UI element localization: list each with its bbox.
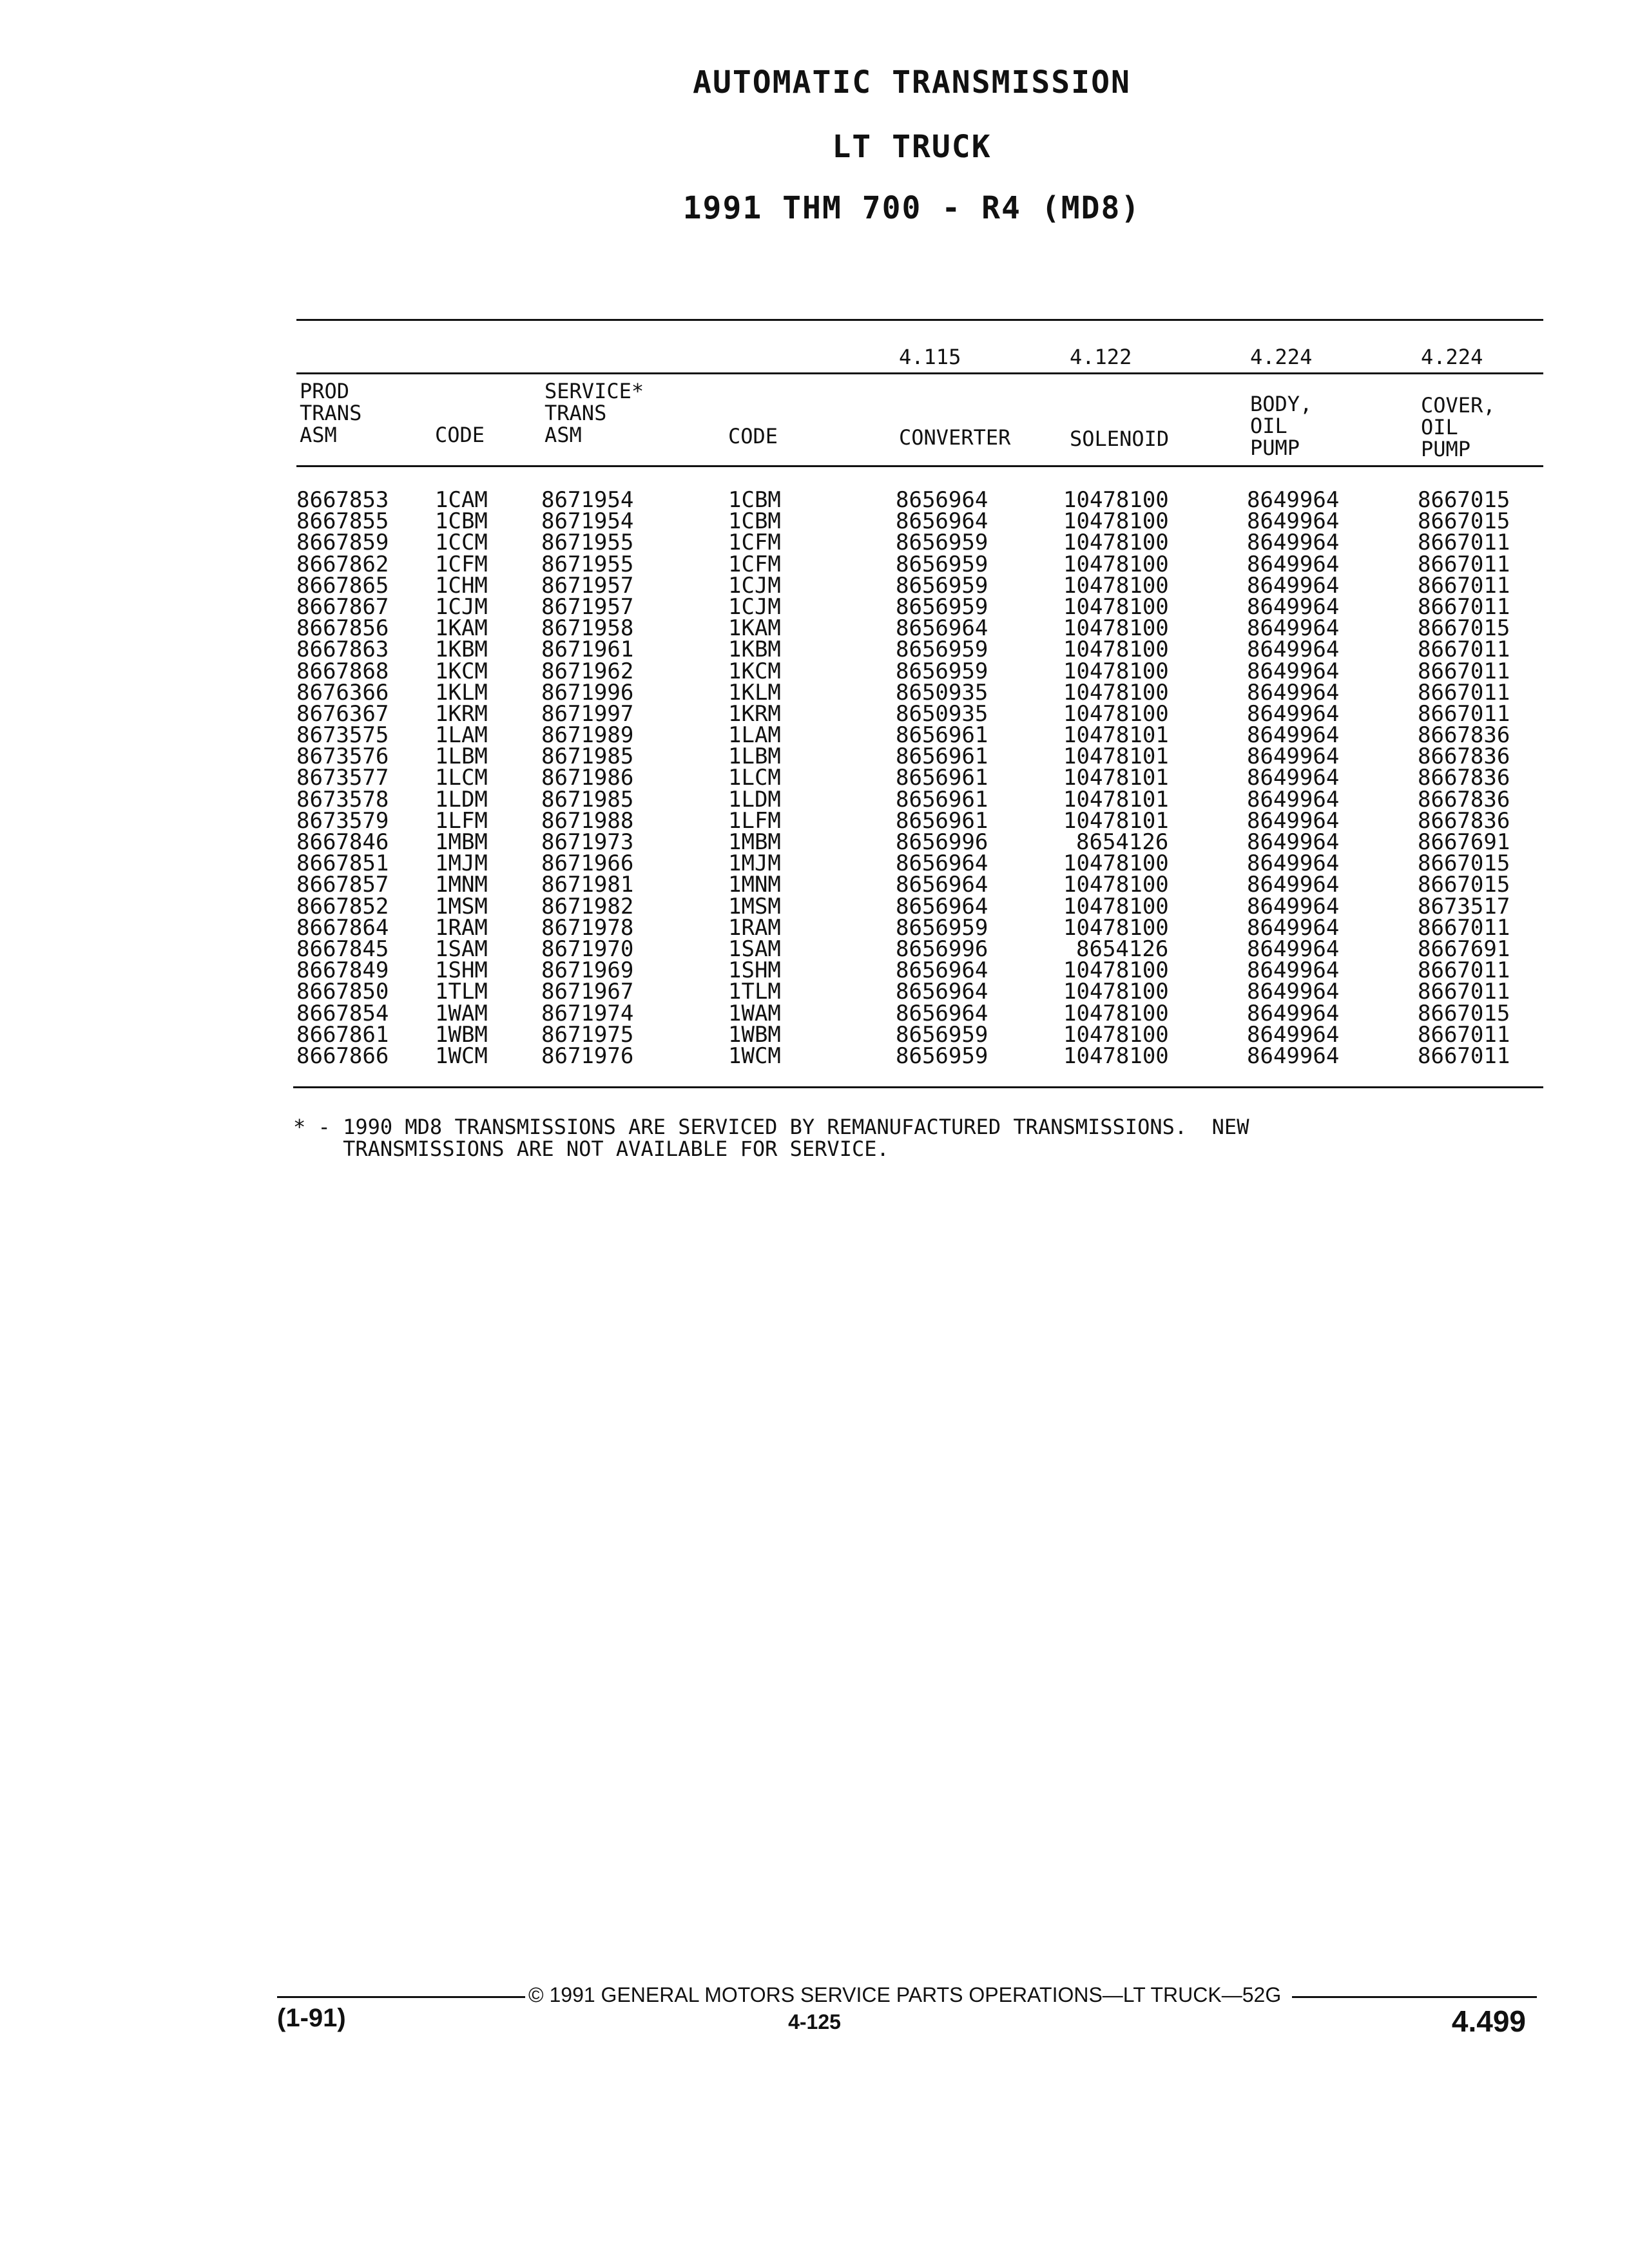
cell-cover-oil-pump: 8667011 (1418, 593, 1510, 620)
cell-service-code: 1CFM (728, 551, 781, 577)
cell-service-code: 1WCM (728, 1043, 781, 1069)
cell-body-oil-pump: 8649964 (1247, 1000, 1340, 1026)
header-cover-oil-pump: COVER, OIL PUMP (1421, 393, 1496, 461)
cell-service-trans-asm: 8671985 (541, 786, 634, 812)
cell-converter: 8656959 (896, 1043, 988, 1069)
cell-service-trans-asm: 8671954 (541, 487, 634, 513)
cell-service-code: 1RAM (728, 914, 781, 941)
table-row (293, 1043, 1530, 1069)
cell-service-trans-asm: 8671955 (541, 551, 634, 577)
cell-body-oil-pump: 8649964 (1247, 679, 1340, 706)
header-code-2: CODE (728, 424, 778, 448)
cell-cover-oil-pump: 8667011 (1418, 679, 1510, 706)
table-row (293, 914, 1530, 941)
cell-prod-trans-asm: 8667855 (296, 508, 389, 535)
cell-body-oil-pump: 8649964 (1247, 593, 1340, 620)
cell-cover-oil-pump: 8667011 (1418, 572, 1510, 599)
cell-converter: 8656959 (896, 658, 988, 684)
cell-code: 1LDM (435, 786, 488, 812)
cell-cover-oil-pump: 8667015 (1418, 850, 1510, 877)
cell-service-trans-asm: 8671975 (541, 1021, 634, 1048)
cell-cover-oil-pump: 8667011 (1418, 979, 1510, 1005)
cell-cover-oil-pump: 8667011 (1418, 530, 1510, 556)
cell-converter: 8656996 (896, 936, 988, 962)
cell-prod-trans-asm: 8667864 (296, 914, 389, 941)
cell-service-trans-asm: 8671988 (541, 807, 634, 834)
cell-service-trans-asm: 8671985 (541, 744, 634, 770)
cell-cover-oil-pump: 8667011 (1418, 551, 1510, 577)
cell-body-oil-pump: 8649964 (1247, 487, 1340, 513)
header-code-1: CODE (435, 423, 485, 447)
cell-code: 1MSM (435, 893, 488, 919)
footnote: * - 1990 MD8 TRANSMISSIONS ARE SERVICED BY REMANUFACTURED TRANSMISSIONS. NEW TRANSMISSIONS ARE NOT AVAILABLE FOR SERVICE. (293, 1115, 1249, 1161)
cell-body-oil-pump: 8649964 (1247, 786, 1340, 812)
cell-converter: 8656959 (896, 572, 988, 599)
cell-service-code: 1KRM (728, 700, 781, 727)
cell-converter: 8656964 (896, 893, 988, 919)
cell-service-code: 1KAM (728, 615, 781, 642)
cell-prod-trans-asm: 8667851 (296, 850, 389, 877)
table-row (293, 551, 1530, 577)
cell-converter: 8656959 (896, 1021, 988, 1048)
cell-solenoid: 10478100 (1063, 679, 1169, 706)
cell-code: 1KAM (435, 615, 488, 642)
ref-solenoid: 4.122 (1070, 345, 1132, 369)
cell-cover-oil-pump: 8667011 (1418, 1043, 1510, 1069)
cell-converter: 8656964 (896, 1000, 988, 1026)
cell-prod-trans-asm: 8673577 (296, 765, 389, 791)
cell-body-oil-pump: 8649964 (1247, 551, 1340, 577)
table-row (293, 874, 1530, 896)
cell-converter: 8656964 (896, 615, 988, 642)
cell-solenoid: 10478100 (1063, 637, 1169, 663)
cell-code: 1LBM (435, 744, 488, 770)
cell-service-code: 1LAM (728, 722, 781, 749)
cell-converter: 8656964 (896, 872, 988, 898)
cell-prod-trans-asm: 8667867 (296, 593, 389, 620)
cell-solenoid: 10478100 (1063, 615, 1169, 642)
cell-solenoid: 10478100 (1063, 593, 1169, 620)
cell-body-oil-pump: 8649964 (1247, 914, 1340, 941)
cell-solenoid: 10478100 (1063, 893, 1169, 919)
title-line-2: LT TRUCK (832, 129, 992, 165)
cell-cover-oil-pump: 8667836 (1418, 807, 1510, 834)
cell-solenoid: 10478100 (1063, 658, 1169, 684)
cell-service-trans-asm: 8671981 (541, 872, 634, 898)
cell-solenoid: 10478100 (1063, 1043, 1169, 1069)
cell-body-oil-pump: 8649964 (1247, 829, 1340, 855)
cell-cover-oil-pump: 8667836 (1418, 786, 1510, 812)
table-row (293, 530, 1530, 556)
table-row (293, 637, 1530, 663)
cell-service-code: 1LBM (728, 744, 781, 770)
cell-body-oil-pump: 8649964 (1247, 850, 1340, 877)
cell-body-oil-pump: 8649964 (1247, 572, 1340, 599)
cell-service-code: 1LCM (728, 765, 781, 791)
cell-service-code: 1LDM (728, 786, 781, 812)
cell-solenoid: 10478100 (1063, 957, 1169, 984)
table-row (293, 981, 1530, 1003)
cell-code: 1CJM (435, 593, 488, 620)
cell-prod-trans-asm: 8667865 (296, 572, 389, 599)
cell-prod-trans-asm: 8676367 (296, 700, 389, 727)
header-prod-trans-asm: PROD TRANS ASM (300, 379, 362, 447)
cell-service-code: 1CBM (728, 487, 781, 513)
cell-code: 1TLM (435, 979, 488, 1005)
cell-converter: 8656961 (896, 786, 988, 812)
cell-solenoid: 10478100 (1063, 530, 1169, 556)
cell-solenoid: 10478100 (1063, 872, 1169, 898)
cell-code: 1CFM (435, 551, 488, 577)
cell-code: 1KCM (435, 658, 488, 684)
cell-service-code: 1MBM (728, 829, 781, 855)
cell-service-trans-asm: 8671969 (541, 957, 634, 984)
cell-code: 1WCM (435, 1043, 488, 1069)
cell-solenoid: 8654126 (1076, 936, 1169, 962)
cell-body-oil-pump: 8649964 (1247, 637, 1340, 663)
footer-copyright: © 1991 GENERAL MOTORS SERVICE PARTS OPERATIONS—LT TRUCK—52G (528, 1983, 1282, 2006)
table-bottom-rule (293, 1086, 1543, 1088)
cell-body-oil-pump: 8649964 (1247, 1021, 1340, 1048)
cell-service-trans-asm: 8671957 (541, 593, 634, 620)
cell-converter: 8656964 (896, 979, 988, 1005)
cell-prod-trans-asm: 8667854 (296, 1000, 389, 1026)
cell-solenoid: 10478100 (1063, 487, 1169, 513)
cell-cover-oil-pump: 8667836 (1418, 722, 1510, 749)
cell-converter: 8656961 (896, 722, 988, 749)
table-row (293, 893, 1530, 919)
cell-service-code: 1WAM (728, 1000, 781, 1026)
cell-body-oil-pump: 8649964 (1247, 765, 1340, 791)
cell-prod-trans-asm: 8673578 (296, 786, 389, 812)
header-converter: CONVERTER (899, 425, 1011, 450)
cell-cover-oil-pump: 8667011 (1418, 914, 1510, 941)
cell-service-trans-asm: 8671962 (541, 658, 634, 684)
cell-service-trans-asm: 8671978 (541, 914, 634, 941)
cell-service-trans-asm: 8671955 (541, 530, 634, 556)
cell-body-oil-pump: 8649964 (1247, 957, 1340, 984)
cell-converter: 8656964 (896, 487, 988, 513)
cell-solenoid: 10478100 (1063, 508, 1169, 535)
cell-solenoid: 10478100 (1063, 914, 1169, 941)
cell-body-oil-pump: 8649964 (1247, 722, 1340, 749)
cell-converter: 8656959 (896, 637, 988, 663)
cell-service-code: 1SAM (728, 936, 781, 962)
table-row (293, 658, 1530, 684)
cell-body-oil-pump: 8649964 (1247, 615, 1340, 642)
cell-service-trans-asm: 8671966 (541, 850, 634, 877)
cell-prod-trans-asm: 8667862 (296, 551, 389, 577)
title-line-3: 1991 THM 700 - R4 (MD8) (682, 190, 1141, 226)
cell-cover-oil-pump: 8667691 (1418, 936, 1510, 962)
cell-solenoid: 10478100 (1063, 850, 1169, 877)
cell-cover-oil-pump: 8667015 (1418, 508, 1510, 535)
cell-body-oil-pump: 8649964 (1247, 508, 1340, 535)
cell-service-trans-asm: 8671973 (541, 829, 634, 855)
cell-body-oil-pump: 8649964 (1247, 744, 1340, 770)
cell-service-code: 1MJM (728, 850, 781, 877)
cell-code: 1CAM (435, 487, 488, 513)
cell-service-code: 1KBM (728, 637, 781, 663)
cell-service-code: 1KCM (728, 658, 781, 684)
cell-prod-trans-asm: 8676366 (296, 679, 389, 706)
ref-body-oil-pump: 4.224 (1250, 345, 1313, 369)
cell-solenoid: 10478100 (1063, 700, 1169, 727)
cell-cover-oil-pump: 8667011 (1418, 637, 1510, 663)
cell-solenoid: 10478100 (1063, 572, 1169, 599)
cell-service-trans-asm: 8671961 (541, 637, 634, 663)
table-row (293, 1021, 1530, 1048)
cell-prod-trans-asm: 8667852 (296, 893, 389, 919)
cell-solenoid: 10478100 (1063, 1000, 1169, 1026)
footer-rule-right (1292, 1996, 1537, 1998)
cell-code: 1LFM (435, 807, 488, 834)
cell-cover-oil-pump: 8667691 (1418, 829, 1510, 855)
cell-service-trans-asm: 8671974 (541, 1000, 634, 1026)
cell-converter: 8656961 (896, 744, 988, 770)
cell-service-code: 1CFM (728, 530, 781, 556)
cell-prod-trans-asm: 8667853 (296, 487, 389, 513)
cell-converter: 8656959 (896, 551, 988, 577)
cell-prod-trans-asm: 8667845 (296, 936, 389, 962)
cell-solenoid: 10478101 (1063, 786, 1169, 812)
cell-prod-trans-asm: 8667849 (296, 957, 389, 984)
cell-converter: 8650935 (896, 679, 988, 706)
cell-code: 1MBM (435, 829, 488, 855)
ref-cover-oil-pump: 4.224 (1421, 345, 1483, 369)
cell-service-trans-asm: 8671958 (541, 615, 634, 642)
cell-body-oil-pump: 8649964 (1247, 893, 1340, 919)
cell-code: 1KRM (435, 700, 488, 727)
footer-date-code: (1-91) (277, 2004, 346, 2032)
cell-converter: 8656964 (896, 957, 988, 984)
cell-service-trans-asm: 8671989 (541, 722, 634, 749)
cell-prod-trans-asm: 8667846 (296, 829, 389, 855)
table-row (293, 767, 1530, 789)
ref-row-rule (296, 372, 1543, 374)
cell-cover-oil-pump: 8667015 (1418, 615, 1510, 642)
cell-service-code: 1LFM (728, 807, 781, 834)
cell-prod-trans-asm: 8667859 (296, 530, 389, 556)
header-solenoid: SOLENOID (1070, 427, 1170, 451)
cell-service-code: 1CJM (728, 572, 781, 599)
cell-prod-trans-asm: 8667866 (296, 1043, 389, 1069)
cell-prod-trans-asm: 8667857 (296, 872, 389, 898)
cell-converter: 8656961 (896, 807, 988, 834)
cell-code: 1LCM (435, 765, 488, 791)
cell-code: 1KLM (435, 679, 488, 706)
cell-body-oil-pump: 8649964 (1247, 807, 1340, 834)
cell-cover-oil-pump: 8667836 (1418, 744, 1510, 770)
cell-code: 1MJM (435, 850, 488, 877)
cell-body-oil-pump: 8649964 (1247, 979, 1340, 1005)
cell-solenoid: 10478101 (1063, 807, 1169, 834)
cell-code: 1CBM (435, 508, 488, 535)
cell-service-trans-asm: 8671957 (541, 572, 634, 599)
table-header (296, 380, 1534, 464)
cell-prod-trans-asm: 8673576 (296, 744, 389, 770)
cell-code: 1WAM (435, 1000, 488, 1026)
parts-table-body (293, 487, 1530, 1069)
cell-cover-oil-pump: 8667011 (1418, 658, 1510, 684)
cell-service-code: 1KLM (728, 679, 781, 706)
cell-service-trans-asm: 8671982 (541, 893, 634, 919)
cell-service-code: 1TLM (728, 979, 781, 1005)
cell-body-oil-pump: 8649964 (1247, 872, 1340, 898)
cell-code: 1KBM (435, 637, 488, 663)
cell-code: 1WBM (435, 1021, 488, 1048)
cell-cover-oil-pump: 8667836 (1418, 765, 1510, 791)
cell-cover-oil-pump: 8667011 (1418, 1021, 1510, 1048)
cell-service-code: 1MNM (728, 872, 781, 898)
cell-service-code: 1CBM (728, 508, 781, 535)
cell-solenoid: 10478100 (1063, 1021, 1169, 1048)
cell-body-oil-pump: 8649964 (1247, 530, 1340, 556)
cell-converter: 8656964 (896, 850, 988, 877)
cell-service-code: 1WBM (728, 1021, 781, 1048)
cell-solenoid: 10478100 (1063, 979, 1169, 1005)
cell-service-trans-asm: 8671970 (541, 936, 634, 962)
table-row (293, 679, 1530, 706)
header-rule (296, 465, 1543, 467)
cell-prod-trans-asm: 8667861 (296, 1021, 389, 1048)
cell-cover-oil-pump: 8667011 (1418, 957, 1510, 984)
cell-converter: 8656964 (896, 508, 988, 535)
cell-solenoid: 10478101 (1063, 722, 1169, 749)
cell-prod-trans-asm: 8673579 (296, 807, 389, 834)
footer-rule-left (277, 1996, 525, 1998)
cell-service-trans-asm: 8671954 (541, 508, 634, 535)
cell-code: 1LAM (435, 722, 488, 749)
cell-code: 1MNM (435, 872, 488, 898)
footer-page-center: 4-125 (788, 2010, 841, 2033)
cell-cover-oil-pump: 8667015 (1418, 1000, 1510, 1026)
cell-prod-trans-asm: 8667850 (296, 979, 389, 1005)
header-body-oil-pump: BODY, OIL PUMP (1250, 392, 1313, 460)
cell-prod-trans-asm: 8667868 (296, 658, 389, 684)
header-service-trans-asm: SERVICE* TRANS ASM (545, 379, 644, 447)
reference-number-row (296, 345, 1534, 370)
cell-service-trans-asm: 8671986 (541, 765, 634, 791)
cell-service-trans-asm: 8671967 (541, 979, 634, 1005)
cell-prod-trans-asm: 8667863 (296, 637, 389, 663)
cell-service-trans-asm: 8671996 (541, 679, 634, 706)
cell-code: 1SHM (435, 957, 488, 984)
cell-solenoid: 10478100 (1063, 551, 1169, 577)
cell-converter: 8650935 (896, 700, 988, 727)
table-row (293, 572, 1530, 599)
cell-solenoid: 8654126 (1076, 829, 1169, 855)
cell-cover-oil-pump: 8667011 (1418, 700, 1510, 727)
table-top-rule (296, 319, 1543, 321)
cell-service-trans-asm: 8671976 (541, 1043, 634, 1069)
cell-body-oil-pump: 8649964 (1247, 1043, 1340, 1069)
cell-cover-oil-pump: 8667015 (1418, 872, 1510, 898)
cell-converter: 8656959 (896, 530, 988, 556)
cell-cover-oil-pump: 8673517 (1418, 893, 1510, 919)
cell-body-oil-pump: 8649964 (1247, 936, 1340, 962)
cell-code: 1RAM (435, 914, 488, 941)
title-line-1: AUTOMATIC TRANSMISSION (693, 64, 1131, 101)
cell-code: 1SAM (435, 936, 488, 962)
cell-converter: 8656959 (896, 593, 988, 620)
cell-prod-trans-asm: 8673575 (296, 722, 389, 749)
table-row (293, 786, 1530, 812)
cell-body-oil-pump: 8649964 (1247, 700, 1340, 727)
table-row (293, 1000, 1530, 1026)
cell-service-trans-asm: 8671997 (541, 700, 634, 727)
cell-cover-oil-pump: 8667015 (1418, 487, 1510, 513)
cell-solenoid: 10478101 (1063, 765, 1169, 791)
footer-page-number: 4.499 (1451, 2004, 1526, 2038)
cell-solenoid: 10478101 (1063, 744, 1169, 770)
cell-converter: 8656996 (896, 829, 988, 855)
cell-prod-trans-asm: 8667856 (296, 615, 389, 642)
cell-code: 1CCM (435, 530, 488, 556)
ref-converter: 4.115 (899, 345, 961, 369)
cell-code: 1CHM (435, 572, 488, 599)
cell-body-oil-pump: 8649964 (1247, 658, 1340, 684)
cell-service-code: 1SHM (728, 957, 781, 984)
cell-service-code: 1MSM (728, 893, 781, 919)
cell-converter: 8656961 (896, 765, 988, 791)
cell-service-code: 1CJM (728, 593, 781, 620)
cell-converter: 8656959 (896, 914, 988, 941)
